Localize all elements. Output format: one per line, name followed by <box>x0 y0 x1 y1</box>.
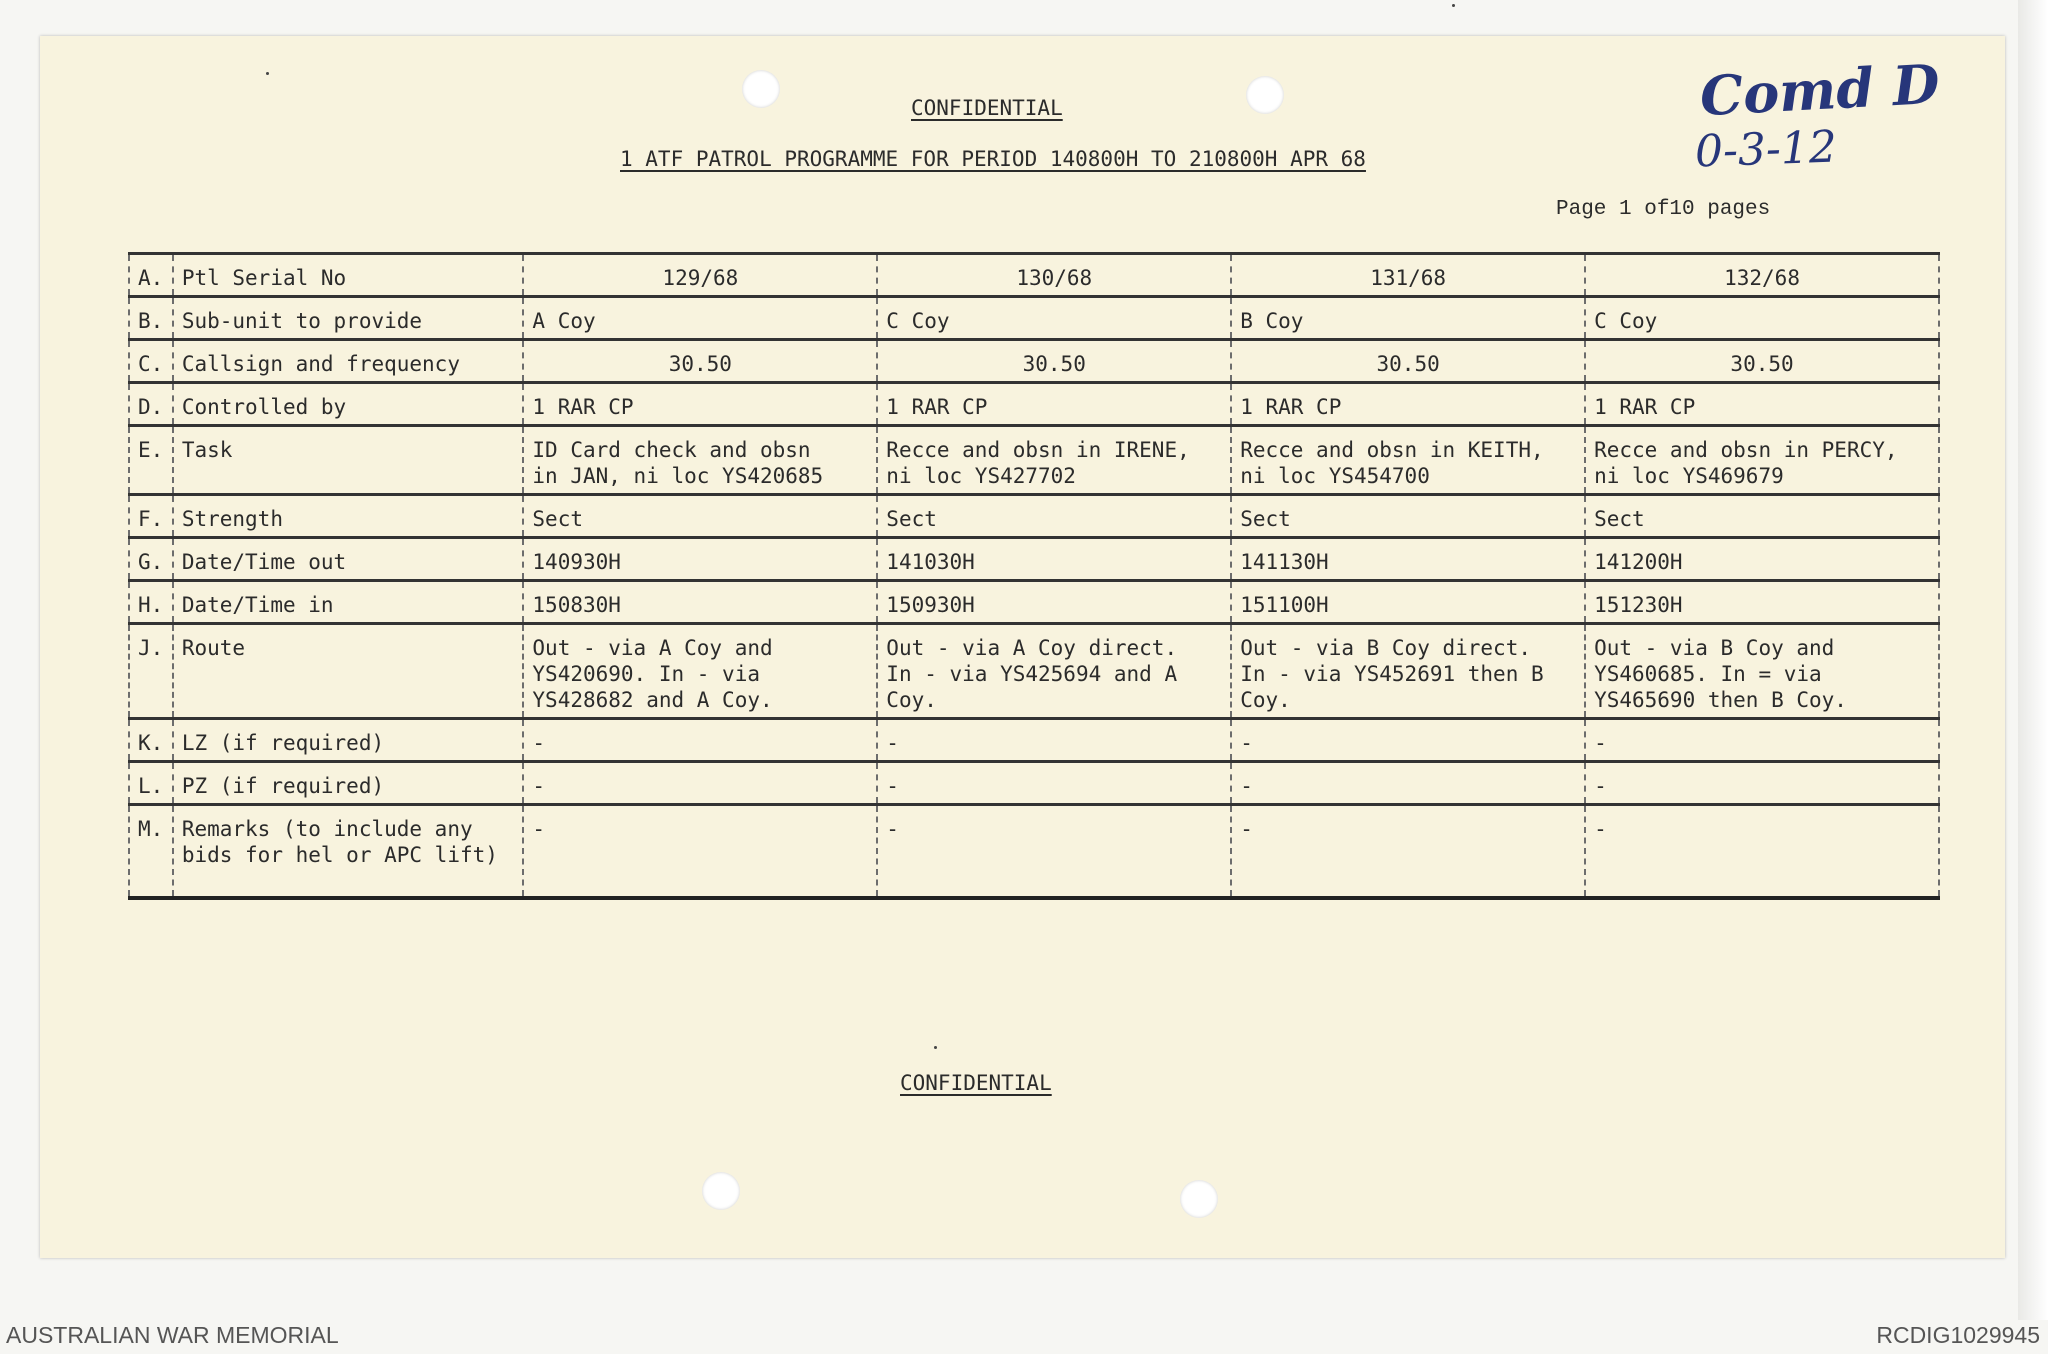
punch-hole <box>1246 76 1284 114</box>
handwritten-reference: 0-3-12 <box>1694 121 1838 178</box>
table-row <box>129 581 1939 624</box>
row-letter: F. <box>129 495 173 538</box>
table-row <box>129 383 1939 426</box>
table-cell: 30.50 <box>1231 340 1585 383</box>
table-cell: C Coy <box>877 297 1231 340</box>
row-label: Date/Time out <box>173 538 524 581</box>
table-row <box>129 805 1939 899</box>
row-letter: K. <box>129 719 173 762</box>
table-cell: - <box>523 762 877 805</box>
table-cell: 30.50 <box>877 340 1231 383</box>
table-cell: - <box>1231 719 1585 762</box>
row-letter: A. <box>129 254 173 297</box>
row-label: Callsign and frequency <box>173 340 524 383</box>
table-row <box>129 624 1939 719</box>
table-row <box>129 340 1939 383</box>
table-cell: 140930H <box>523 538 877 581</box>
table-row <box>129 254 1939 297</box>
table-cell: - <box>1231 762 1585 805</box>
punch-hole <box>742 70 780 108</box>
row-letter: J. <box>129 624 173 719</box>
table-cell: Out - via B Coy and YS460685. In = via YS465690 then B Coy. <box>1585 624 1939 719</box>
table-cell: - <box>1585 719 1939 762</box>
table-cell: - <box>1585 805 1939 899</box>
table-row <box>129 538 1939 581</box>
table-row <box>129 297 1939 340</box>
table-cell: ID Card check and obsn in JAN, ni loc YS420685 <box>523 426 877 495</box>
table-cell: Recce and obsn in PERCY, ni loc YS469679 <box>1585 426 1939 495</box>
speck <box>1452 4 1455 7</box>
row-letter: M. <box>129 805 173 899</box>
patrol-programme-table <box>128 252 1940 900</box>
table-cell: 150930H <box>877 581 1231 624</box>
table-cell: 30.50 <box>1585 340 1939 383</box>
table-cell: - <box>877 762 1231 805</box>
table-cell: 150830H <box>523 581 877 624</box>
table-cell: 151100H <box>1231 581 1585 624</box>
table-cell: - <box>1585 762 1939 805</box>
table-cell: A Coy <box>523 297 877 340</box>
row-letter: G. <box>129 538 173 581</box>
table-cell: 151230H <box>1585 581 1939 624</box>
row-label: Controlled by <box>173 383 524 426</box>
row-label: Ptl Serial No <box>173 254 524 297</box>
table-cell: 132/68 <box>1585 254 1939 297</box>
table-row <box>129 495 1939 538</box>
handwritten-note: Comd D <box>1698 51 1942 129</box>
table-cell: 1 RAR CP <box>1585 383 1939 426</box>
punch-hole <box>702 1172 740 1210</box>
table-cell: 130/68 <box>877 254 1231 297</box>
row-letter: L. <box>129 762 173 805</box>
table-cell: 1 RAR CP <box>877 383 1231 426</box>
row-letter: E. <box>129 426 173 495</box>
table-cell: 129/68 <box>523 254 877 297</box>
row-label: LZ (if required) <box>173 719 524 762</box>
confidential-footer: CONFIDENTIAL <box>900 1071 1052 1095</box>
table-cell: Sect <box>1585 495 1939 538</box>
table-row <box>129 719 1939 762</box>
page-number: Page 1 of10 pages <box>1556 198 1771 221</box>
row-label: Date/Time in <box>173 581 524 624</box>
table-cell: 141130H <box>1231 538 1585 581</box>
table-cell: - <box>523 719 877 762</box>
archive-id: RCDIG1029945 <box>1876 1322 2040 1348</box>
table-cell: Out - via B Coy direct. In - via YS452691 then B Coy. <box>1231 624 1585 719</box>
row-letter: B. <box>129 297 173 340</box>
table-cell: Sect <box>877 495 1231 538</box>
row-letter: D. <box>129 383 173 426</box>
row-label: Strength <box>173 495 524 538</box>
table-cell: Out - via A Coy direct. In - via YS425694 and A Coy. <box>877 624 1231 719</box>
row-label: PZ (if required) <box>173 762 524 805</box>
table-cell: 1 RAR CP <box>1231 383 1585 426</box>
row-label: Route <box>173 624 524 719</box>
table-cell: Out - via A Coy and YS420690. In - via YS428682 and A Coy. <box>523 624 877 719</box>
table-cell: - <box>1231 805 1585 899</box>
table-cell: 1 RAR CP <box>523 383 877 426</box>
table-cell: Recce and obsn in KEITH, ni loc YS454700 <box>1231 426 1585 495</box>
row-letter: C. <box>129 340 173 383</box>
table-cell: 141200H <box>1585 538 1939 581</box>
row-label: Remarks (to include any bids for hel or APC lift) <box>173 805 524 899</box>
archive-credit: AUSTRALIAN WAR MEMORIAL <box>6 1322 339 1348</box>
table-cell: Sect <box>523 495 877 538</box>
table-row <box>129 762 1939 805</box>
table-cell: C Coy <box>1585 297 1939 340</box>
table-cell: Sect <box>1231 495 1585 538</box>
table-cell: Recce and obsn in IRENE, ni loc YS427702 <box>877 426 1231 495</box>
speck <box>934 1046 937 1049</box>
confidential-header: CONFIDENTIAL <box>911 96 1063 120</box>
row-label: Sub-unit to provide <box>173 297 524 340</box>
row-letter: H. <box>129 581 173 624</box>
table-cell: - <box>523 805 877 899</box>
speck <box>266 72 269 75</box>
table-cell: 141030H <box>877 538 1231 581</box>
punch-hole <box>1180 1180 1218 1218</box>
table-cell: B Coy <box>1231 297 1585 340</box>
scan-edge <box>2018 0 2048 1320</box>
row-label: Task <box>173 426 524 495</box>
table-cell: - <box>877 719 1231 762</box>
table-row <box>129 426 1939 495</box>
document-title: 1 ATF PATROL PROGRAMME FOR PERIOD 140800H TO 210800H APR 68 <box>620 147 1366 171</box>
table-cell: 131/68 <box>1231 254 1585 297</box>
table-cell: 30.50 <box>523 340 877 383</box>
table-cell: - <box>877 805 1231 899</box>
